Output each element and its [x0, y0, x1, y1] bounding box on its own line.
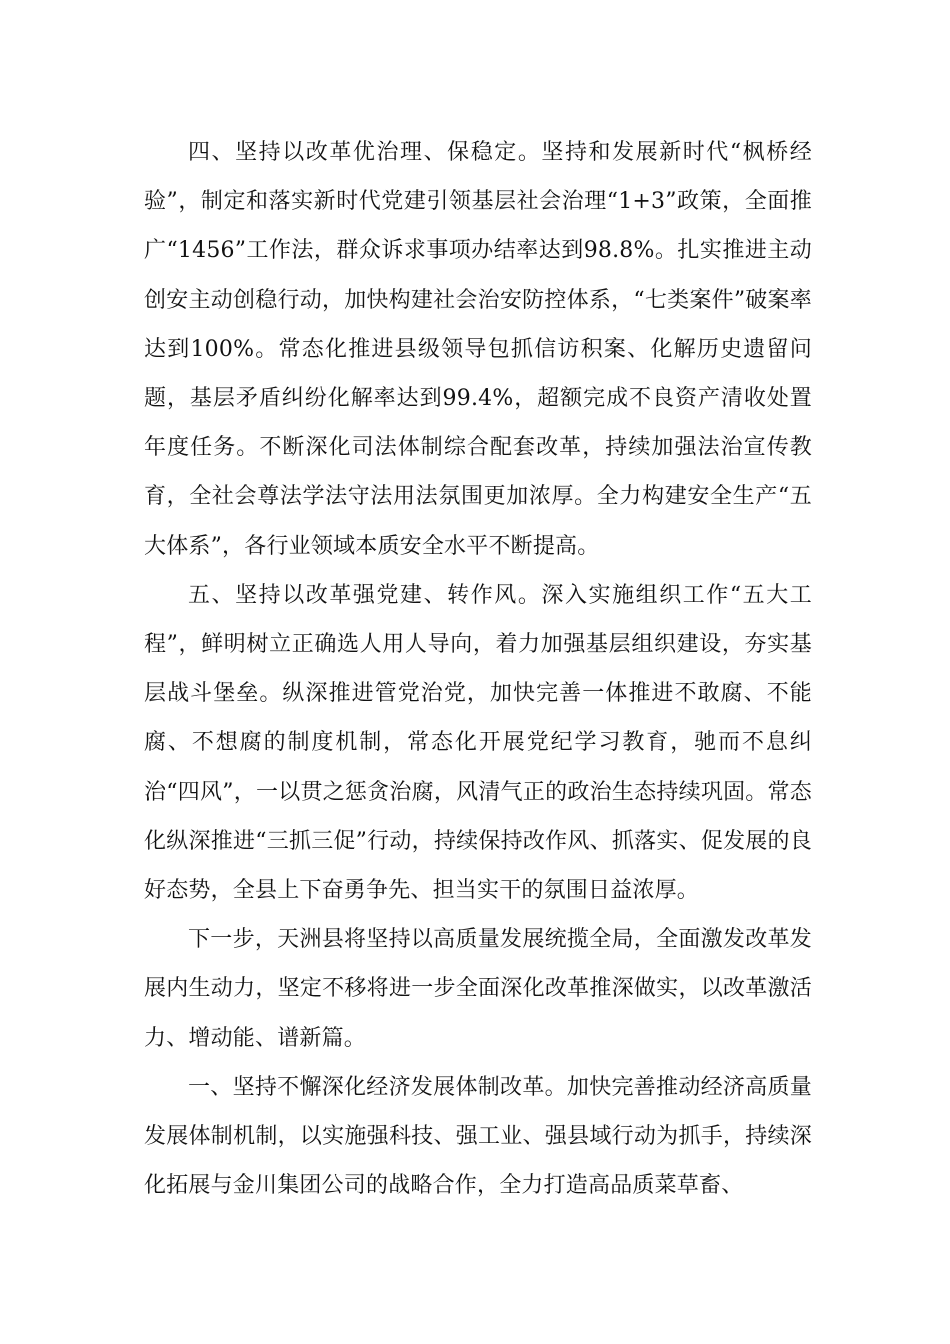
paragraph-party-building: 五、坚持以改革强党建、转作风。深入实施组织工作“五大工程”，鲜明树立正确选人用人导向，着力加强基层组织建设，夯实基层战斗堡垒。纵深推进管党治党，加快完善一体推进不敢腐、不能腐、不想腐的制度机制，常态化开展党纪学习教育，驰而不息纠治“四风”，一以贯之惩贪治腐，风清气正的政治生态持续巩固。常态化纵深推进“三抓三促”行动，持续保持改作风、抓落实、促发展的良好态势，全县上下奋勇争先、担当实干的氛围日益浓厚。 [144, 582, 812, 904]
paragraph-reform-governance: 四、坚持以改革优治理、保稳定。坚持和发展新时代“枫桥经验”，制定和落实新时代党建引领基层社会治理“1+3”政策，全面推广“1456”工作法，群众诉求事项办结率达到98.8%。扎实推进主动创安主动创稳行动，加快构建社会治安防控体系，“七类案件”破案率达到100%。常态化推进县级领导包抓信访积案、化解历史遗留问题，基层矛盾纠纷化解率达到99.4%，超额完成不良资产清收处置年度任务。不断深化司法体制综合配套改革，持续加强法治宣传教育，全社会尊法学法守法用法氛围更加浓厚。全力构建安全生产“五大体系”，各行业领域本质安全水平不断提高。 [144, 140, 812, 559]
paragraph-economic-reform: 一、坚持不懈深化经济发展体制改革。加快完善推动经济高质量发展体制机制，以实施强科技、强工业、强县域行动为抓手，持续深化拓展与金川集团公司的战略合作，全力打造高品质菜草畜、 [144, 1074, 812, 1199]
paragraph-next-steps: 下一步，天洲县将坚持以高质量发展统揽全局，全面激发改革发展内生动力，坚定不移将进一步全面深化改革推深做实，以改革激活力、增动能、谱新篇。 [144, 927, 812, 1051]
document-body [144, 128, 812, 1210]
